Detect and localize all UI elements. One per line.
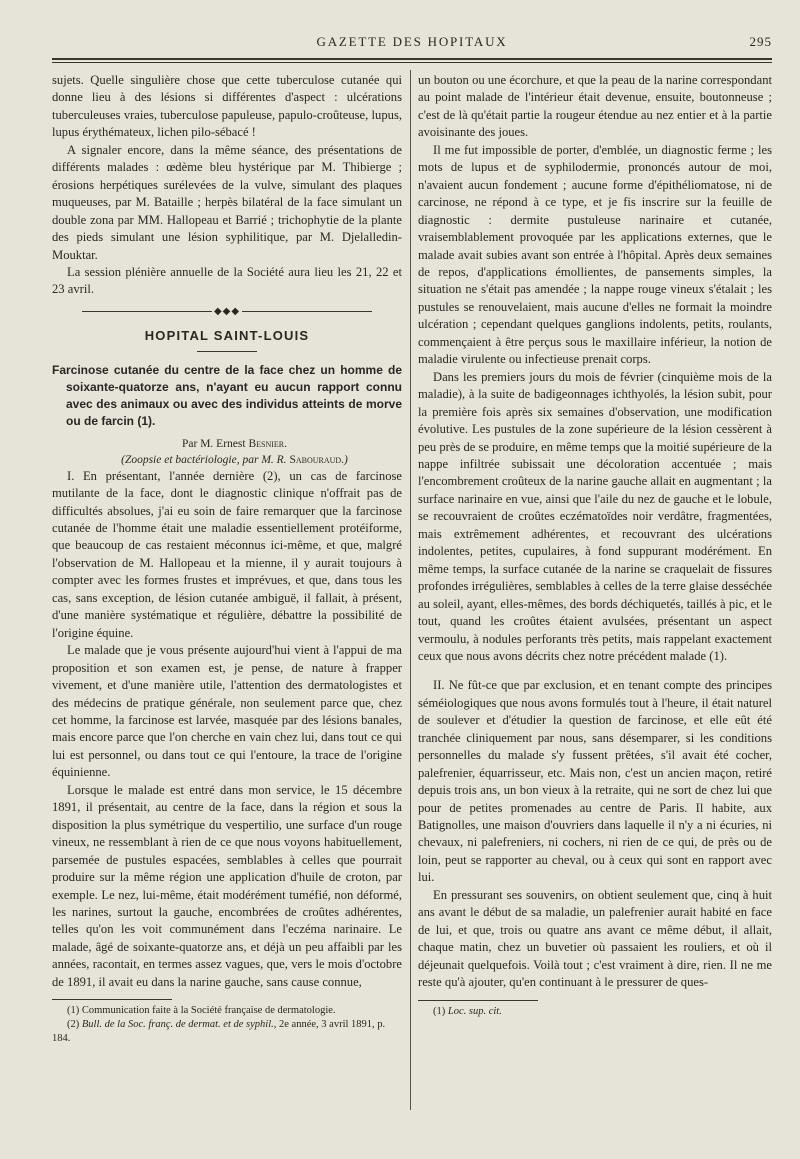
- paragraph: Dans les premiers jours du mois de février (cinquième mois de la maladie), à la suite de badigeonnages ichthyolés, la lésion subit, pour la première fois après six semaines d'observation, une modification évolutive. Les pustules de la zone supérieure de la lésion cessèrent à peu près de se produire, en même temps que la moitié supérieure de la nappe infiltrée subissait une décoloration accentuée ; mais l'encombrement croûteux de la narine gauche allait en augmentant ; la surface narinaire en vue, ainsi que l'aile du nez de gauche et le lobule, se recouvraient de croûtes eczématoïdes noir verdâtre, fragmentées, mais extrêmement adhérentes, et recouvrant des ulcérations indolentes, petites, cupulaires, à fond suppurant modérément. En même temps, la surface cutanée de la narine se craquelait de fissures profondes irrégulières, semblables à celles de la terre glaise desséchée au soleil, ayant, elles-mêmes, des bords déchiquetés, taillés à pic, et le tout, quand les croûtes étaient avulsées, présentant un aspect vermoulu, à nodules perforants très petits, mais rappelant exactement ceux que nous avons décrits chez notre précédent malade (1).: [418, 369, 772, 663]
- paragraph: La session plénière annuelle de la Société aura lieu les 21, 22 et 23 avril.: [52, 264, 402, 297]
- footnote-rule: [52, 999, 172, 1000]
- right-column: [418, 72, 772, 1019]
- section-separator: [52, 307, 402, 317]
- footnote: (1) Communication faite à la Société française de dermatologie.: [67, 1005, 336, 1017]
- article-title: Farcinose cutanée du centre de la face chez un homme de soixante-quatorze ans, n'ayant eu aucun rapport connu avec des animaux ou avec des individus atteints de morve ou de farcin (1).: [52, 362, 402, 428]
- paragraph: sujets. Quelle singulière chose que cette tuberculose cutanée qui donne lieu à des lésions si différentes d'aspect : ulcérations tuberculeuses vraies, tuberculose papuleuse, papulo-croûteuse, lupus, lupus érythémateux, lichen pilo-sébacé !: [52, 73, 402, 140]
- heading-rule: [197, 351, 257, 352]
- journal-title: GAZETTE DES HOPITAUX: [316, 34, 508, 49]
- byline-secondary: (Zoopsie et bactériologie, par M. R. Sabouraud.): [121, 453, 348, 466]
- author-name: Sabouraud.: [289, 453, 345, 466]
- paragraph: Il me fut impossible de porter, d'emblée, un diagnostic ferme ; les mots de lupus et de syphilodermie, prononcés autour de moi, n'avaient aucun fondement ; aucune forme d'épithéliomatose, ni de carcinose, ne répond à ce type, et je fis inscrire sur la feuille de diagnostic : dermite pustuleuse narinaire et cutanée, vraisemblablement provoquée par les applications externes, que le malade avait subies avant son entrée à l'hôpital. Après deux semaines de repos, d'applications émollientes, de pansements simples, la situation ne s'était pas amendée ; la nappe rouge vineux s'étalait ; les pustules se renouvelaient, mais aucune d'elles ne formait la moindre ulcération ; cependant quelques ganglions indolents, petits, roulants, commençaient à être perçus sous le maxillaire inférieur, la notion de maladie virulente ou infectieuse prenait corps.: [418, 142, 772, 367]
- header-rule-thin: [52, 62, 772, 63]
- footnote: (2) Bull. de la Soc. franç. de dermat. et de syphil., 2e année, 3 avril 1891, p. 184.: [52, 1019, 386, 1045]
- page-header: [52, 34, 772, 56]
- author-name: Besnier.: [248, 437, 287, 450]
- section-heading: HOPITAL SAINT-LOUIS: [144, 328, 310, 344]
- footnote: (1) Loc. sup. cit.: [433, 1005, 502, 1017]
- left-column: [52, 72, 402, 1046]
- paragraph: Le malade que je vous présente aujourd'hui vient à l'appui de ma proposition et son examen est, je pense, de nature à frapper vivement, et d'une manière utile, l'attention des dermatologistes et des médecins de pratique générale, non seulement parce que, chez cet homme, la farcinose est larvée, masquée par des lésions banales, mais encore parce que l'on cherche en vain chez lui, dans tout ce qui lui est personnel, ou dans tout ce qui l'entoure, la trace de l'origine équinienne.: [52, 643, 402, 780]
- column-divider: [410, 70, 411, 1110]
- separator-ornament: ◆◆◆: [213, 305, 241, 317]
- paragraph: II. Ne fût-ce que par exclusion, et en tenant compte des principes séméiologiques que nous avons formulés tout à l'heure, il était naturel de soulever et d'étudier la question de farcinose, et elle eût été tranchée cliniquement par nous, sans désemparer, si les conditions personnelles du malade s'y fussent prêtées, s'il avait été cocher, palefrenier, équarrisseur, etc. Mais non, c'est un ancien maçon, retiré depuis trois ans, un bon vieux à la retraite, qui ne sort de chez lui que pour de petites promenades au centre de Paris. Il habite, aux Batignolles, une maison d'ouvriers dans laquelle il n'y a ni écuries, ni chevaux, ni palefreniers, ni cochers, ni rien de ce qui, de près ou de loin, peut se rapporter au cheval, ou à ceux qui sont en rapport avec lui.: [418, 678, 772, 885]
- paragraph: Lorsque le malade est entré dans mon service, le 15 décembre 1891, il présentait, au centre de la face, dans la région et sous la disposition la plus symétrique du vespertilio, une surface d'un rouge vineux, ne ressemblant à rien de ce que nous voyons habituellement, parsemée de pustules espacées, semblables à celles que pourrait produire sur la même région une application d'huile de croton, par exemple. Le nez, lui-même, était modérément tuméfié, non déformé, les narines, surtout la gauche, encombrées de croûtes adhérentes, telles qu'on les voit communément dans l'eczéma narinaire. Le malade, âgé de soixante-quatorze ans, et déjà un peu affaibli par les années, racontait, en termes assez vagues, que, vers le mois d'octobre de 1891, il avait eu dans la narine gauche, sans cause connue,: [52, 782, 402, 989]
- page-number: 295: [749, 34, 772, 49]
- paragraph: I. En présentant, l'année dernière (2), un cas de farcinose mutilante de la face, dont le diagnostic clinique n'offrait pas de difficultés absolues, j'ai eu soin de faire remarquer que la farcinose cutanée de l'homme était une maladie essentiellement protéiforme, que beaucoup de cas restaient méconnus ici-même, et que, malgré l'observation de M. Hallopeau et la mienne, il y aurait toujours à compter avec les formes frustes et imprévues, et que, dans tous les cas, sans exception, de lésion cutanée ambiguë, il fallait, à présent, d'une manière systématique et régulière, débattre la possibilité de l'origine équine.: [52, 468, 402, 640]
- footnote-rule: [418, 1000, 538, 1001]
- paragraph: un bouton ou une écorchure, et que la peau de la narine correspondant au point malade de l'intérieur était devenue, ensuite, boutonneuse ; c'est de là qu'était partie la rougeur étendue au nez entier et à la partie avoisinante des joues.: [418, 73, 772, 140]
- paragraph: En pressurant ses souvenirs, on obtient seulement que, cinq à huit ans avant le début de sa maladie, un palefrenier aurait habité en face de lui, et que, trois ou quatre ans avant ce même début, il allait, chaque matin, chez un buvetier où passaient les rouliers, et où il déjeunait quelquefois. Voilà tout ; c'est vraiment à dire, rien. Il ne me reste qu'à ajouter, qu'en continuant à le pressurer de ques-: [418, 887, 772, 990]
- paragraph: A signaler encore, dans la même séance, des présentations de différents malades : œdème bleu hystérique par M. Thibierge ; érosions herpétiques surélevées de la vulve, simulant des plaques muqueuses, par M. Bataille ; herpès bilatéral de la face simulant un double zona par MM. Hallopeau et Barrié ; trichophytie de la plante des pieds simulant une lésion syphilitique, par M. Djelalledin-Mouktar.: [52, 142, 402, 262]
- byline: Par M. Ernest Besnier.: [182, 437, 287, 450]
- header-rule-thick: [52, 58, 772, 60]
